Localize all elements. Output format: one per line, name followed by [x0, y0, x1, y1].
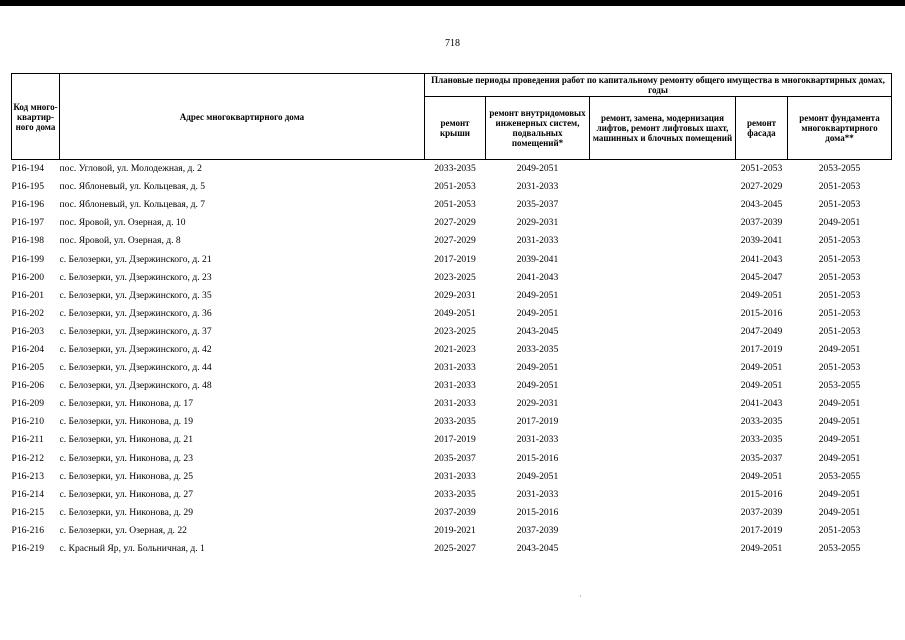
- house-code: P16-212: [11, 452, 45, 464]
- house-code: P16-219: [11, 543, 45, 555]
- facade-period: 2037-2039: [740, 506, 783, 518]
- table-row: [12, 214, 892, 232]
- elevator-period: [590, 341, 736, 359]
- elevator-period: [590, 468, 736, 486]
- roof-period: 2017-2019: [434, 253, 476, 265]
- house-address: с. Белозерки, ул. Никонова, д. 27: [59, 488, 193, 500]
- foundation-period: 2051-2053: [818, 235, 861, 247]
- roof-period: 2023-2025: [434, 271, 476, 283]
- elevator-period: [590, 486, 736, 504]
- house-address: с. Белозерки, ул. Никонова, д. 29: [59, 506, 193, 518]
- facade-period: 2041-2043: [740, 253, 783, 265]
- foundation-period: 2051-2053: [818, 181, 861, 193]
- house-code: P16-197: [11, 217, 45, 229]
- engineering-period: 2037-2039: [516, 524, 559, 536]
- elevator-period: [590, 269, 736, 287]
- house-address: с. Белозерки, ул. Дзержинского, д. 35: [59, 289, 212, 301]
- table-row: [12, 232, 892, 250]
- foundation-period: 2051-2053: [818, 253, 861, 265]
- house-address: с. Белозерки, ул. Никонова, д. 17: [59, 398, 193, 410]
- house-address: с. Белозерки, ул. Дзержинского, д. 44: [59, 362, 212, 374]
- foundation-period: 2049-2051: [818, 343, 861, 355]
- elevator-period: [590, 214, 736, 232]
- facade-period: 2049-2051: [740, 380, 783, 392]
- engineering-period: 2031-2033: [516, 488, 559, 500]
- house-code: P16-213: [11, 470, 45, 482]
- facade-period: 2047-2049: [740, 325, 783, 337]
- roof-period: 2029-2031: [434, 289, 476, 301]
- table-row: [12, 287, 892, 305]
- engineering-period: 2015-2016: [516, 452, 559, 464]
- foundation-period: 2053-2055: [818, 380, 861, 392]
- house-code: P16-203: [11, 325, 45, 337]
- table-body: [12, 160, 892, 559]
- roof-period: 2051-2053: [434, 199, 476, 211]
- house-address: с. Белозерки, ул. Никонова, д. 19: [59, 416, 193, 428]
- header-code: Код много-квартир-ного дома: [12, 74, 60, 160]
- house-address: с. Белозерки, ул. Дзержинского, д. 21: [59, 253, 212, 265]
- table-row: [12, 269, 892, 287]
- facade-period: 2033-2035: [740, 416, 783, 428]
- house-address: с. Белозерки, ул. Озерная, д. 22: [59, 524, 187, 536]
- facade-period: 2049-2051: [740, 543, 783, 555]
- table-row: [12, 395, 892, 413]
- foundation-period: 2049-2051: [818, 434, 861, 446]
- house-address: пос. Яблоневый, ул. Кольцевая, д. 7: [59, 199, 206, 211]
- engineering-period: 2035-2037: [516, 199, 559, 211]
- engineering-period: 2049-2051: [516, 289, 559, 301]
- scan-speck: ·: [579, 592, 582, 601]
- elevator-period: [590, 359, 736, 377]
- header-roof: ремонт крыши: [425, 97, 486, 160]
- engineering-period: 2043-2045: [516, 543, 559, 555]
- facade-period: 2045-2047: [740, 271, 783, 283]
- roof-period: 2033-2035: [434, 488, 476, 500]
- elevator-period: [590, 196, 736, 214]
- house-code: P16-199: [11, 253, 45, 265]
- house-address: пос. Яровой, ул. Озерная, д. 8: [59, 235, 181, 247]
- house-address: с. Белозерки, ул. Никонова, д. 23: [59, 452, 193, 464]
- house-code: P16-211: [11, 434, 44, 446]
- engineering-period: 2031-2033: [516, 434, 559, 446]
- house-code: P16-195: [11, 181, 45, 193]
- house-address: с. Белозерки, ул. Дзержинского, д. 37: [59, 325, 212, 337]
- table-row: [12, 413, 892, 431]
- engineering-period: 2017-2019: [516, 416, 559, 428]
- foundation-period: 2049-2051: [818, 398, 861, 410]
- house-code: P16-216: [11, 524, 45, 536]
- facade-period: 2039-2041: [740, 235, 783, 247]
- elevator-period: [590, 431, 736, 449]
- house-code: P16-196: [11, 199, 45, 211]
- elevator-period: [590, 232, 736, 250]
- table-row: [12, 160, 892, 179]
- foundation-period: 2049-2051: [818, 217, 861, 229]
- facade-period: 2035-2037: [740, 452, 783, 464]
- engineering-period: 2029-2031: [516, 217, 559, 229]
- header-facade: ремонт фасада: [736, 97, 788, 160]
- header-address: Адрес многоквартирного дома: [60, 74, 425, 160]
- foundation-period: 2049-2051: [818, 506, 861, 518]
- foundation-period: 2049-2051: [818, 452, 861, 464]
- house-address: пос. Яблоневый, ул. Кольцевая, д. 5: [59, 181, 206, 193]
- facade-period: 2051-2053: [740, 163, 783, 175]
- table-row: [12, 522, 892, 540]
- engineering-period: 2049-2051: [516, 380, 559, 392]
- facade-period: 2015-2016: [740, 488, 783, 500]
- foundation-period: 2051-2053: [818, 307, 861, 319]
- engineering-period: 2049-2051: [516, 163, 559, 175]
- roof-period: 2021-2023: [434, 343, 476, 355]
- foundation-period: 2051-2053: [818, 524, 861, 536]
- roof-period: 2031-2033: [434, 362, 476, 374]
- engineering-period: 2015-2016: [516, 506, 559, 518]
- house-code: P16-210: [11, 416, 45, 428]
- table-row: [12, 359, 892, 377]
- roof-period: 2031-2033: [434, 398, 476, 410]
- foundation-period: 2051-2053: [818, 289, 861, 301]
- table-row: [12, 305, 892, 323]
- foundation-period: 2053-2055: [818, 470, 861, 482]
- engineering-period: 2033-2035: [516, 343, 559, 355]
- elevator-period: [590, 305, 736, 323]
- house-code: P16-215: [11, 506, 45, 518]
- capital-repair-table: [11, 73, 892, 558]
- elevator-period: [590, 178, 736, 196]
- house-code: P16-198: [11, 235, 45, 247]
- house-code: P16-214: [11, 488, 45, 500]
- house-address: с. Белозерки, ул. Дзержинского, д. 42: [59, 343, 212, 355]
- engineering-period: 2031-2033: [516, 181, 559, 193]
- table-row: [12, 377, 892, 395]
- house-code: P16-204: [11, 343, 45, 355]
- engineering-period: 2049-2051: [516, 307, 559, 319]
- top-border: [0, 0, 905, 6]
- engineering-period: 2049-2051: [516, 362, 559, 374]
- house-code: P16-209: [11, 398, 45, 410]
- engineering-period: 2031-2033: [516, 235, 559, 247]
- foundation-period: 2051-2053: [818, 271, 861, 283]
- page-number: 718: [445, 38, 460, 49]
- house-address: с. Белозерки, ул. Дзержинского, д. 23: [59, 271, 212, 283]
- elevator-period: [590, 450, 736, 468]
- roof-period: 2019-2021: [434, 524, 476, 536]
- engineering-period: 2039-2041: [516, 253, 559, 265]
- house-code: P16-201: [11, 289, 45, 301]
- table-row: [12, 431, 892, 449]
- roof-period: 2017-2019: [434, 434, 476, 446]
- header-periods: Плановые периоды проведения работ по капитальному ремонту общего имущества в многоквартирных домах, годы: [425, 74, 892, 97]
- house-address: пос. Угловой, ул. Молодежная, д. 2: [59, 163, 202, 175]
- roof-period: 2037-2039: [434, 506, 476, 518]
- roof-period: 2049-2051: [434, 307, 476, 319]
- facade-period: 2017-2019: [740, 524, 783, 536]
- engineering-period: 2041-2043: [516, 271, 559, 283]
- facade-period: 2043-2045: [740, 199, 783, 211]
- house-code: P16-202: [11, 307, 45, 319]
- elevator-period: [590, 250, 736, 268]
- table-row: [12, 323, 892, 341]
- elevator-period: [590, 540, 736, 558]
- facade-period: 2033-2035: [740, 434, 783, 446]
- engineering-period: 2049-2051: [516, 470, 559, 482]
- facade-period: 2049-2051: [740, 362, 783, 374]
- house-code: P16-200: [11, 271, 45, 283]
- engineering-period: 2043-2045: [516, 325, 559, 337]
- table-row: [12, 250, 892, 268]
- roof-period: 2031-2033: [434, 380, 476, 392]
- elevator-period: [590, 522, 736, 540]
- house-address: с. Белозерки, ул. Никонова, д. 21: [59, 434, 193, 446]
- facade-period: 2049-2051: [740, 289, 783, 301]
- engineering-period: 2029-2031: [516, 398, 559, 410]
- house-address: с. Белозерки, ул. Никонова, д. 25: [59, 470, 193, 482]
- table-row: [12, 196, 892, 214]
- roof-period: 2031-2033: [434, 470, 476, 482]
- table-row: [12, 468, 892, 486]
- table-row: [12, 540, 892, 558]
- roof-period: 2023-2025: [434, 325, 476, 337]
- table-row: [12, 178, 892, 196]
- roof-period: 2027-2029: [434, 235, 476, 247]
- house-code: P16-206: [11, 380, 45, 392]
- elevator-period: [590, 287, 736, 305]
- elevator-period: [590, 504, 736, 522]
- house-address: с. Белозерки, ул. Дзержинского, д. 48: [59, 380, 212, 392]
- facade-period: 2037-2039: [740, 217, 783, 229]
- facade-period: 2049-2051: [740, 470, 783, 482]
- roof-period: 2027-2029: [434, 217, 476, 229]
- foundation-period: 2049-2051: [818, 488, 861, 500]
- elevator-period: [590, 323, 736, 341]
- roof-period: 2051-2053: [434, 181, 476, 193]
- house-address: с. Белозерки, ул. Дзержинского, д. 36: [59, 307, 212, 319]
- house-address: с. Красный Яр, ул. Больничная, д. 1: [59, 543, 205, 555]
- house-code: P16-194: [11, 163, 45, 175]
- elevator-period: [590, 377, 736, 395]
- table-row: [12, 504, 892, 522]
- foundation-period: 2051-2053: [818, 362, 861, 374]
- foundation-period: 2053-2055: [818, 163, 861, 175]
- facade-period: 2017-2019: [740, 343, 783, 355]
- table-row: [12, 341, 892, 359]
- foundation-period: 2051-2053: [818, 325, 861, 337]
- foundation-period: 2049-2051: [818, 416, 861, 428]
- roof-period: 2033-2035: [434, 163, 476, 175]
- header-elevators: ремонт, замена, модернизация лифтов, ремонт лифтовых шахт, машинных и блочных помещений: [590, 97, 736, 160]
- roof-period: 2035-2037: [434, 452, 476, 464]
- elevator-period: [590, 395, 736, 413]
- facade-period: 2027-2029: [740, 181, 783, 193]
- table-row: [12, 486, 892, 504]
- house-code: P16-205: [11, 362, 45, 374]
- foundation-period: 2053-2055: [818, 543, 861, 555]
- house-address: пос. Яровой, ул. Озерная, д. 10: [59, 217, 186, 229]
- facade-period: 2015-2016: [740, 307, 783, 319]
- table-row: [12, 450, 892, 468]
- elevator-period: [590, 413, 736, 431]
- foundation-period: 2051-2053: [818, 199, 861, 211]
- header-foundation: ремонт фундамента многоквартирного дома**: [788, 97, 892, 160]
- facade-period: 2041-2043: [740, 398, 783, 410]
- roof-period: 2033-2035: [434, 416, 476, 428]
- header-engineering: ремонт внутридомовых инженерных систем, подвальных помещений*: [486, 97, 590, 160]
- elevator-period: [590, 160, 736, 179]
- roof-period: 2025-2027: [434, 543, 476, 555]
